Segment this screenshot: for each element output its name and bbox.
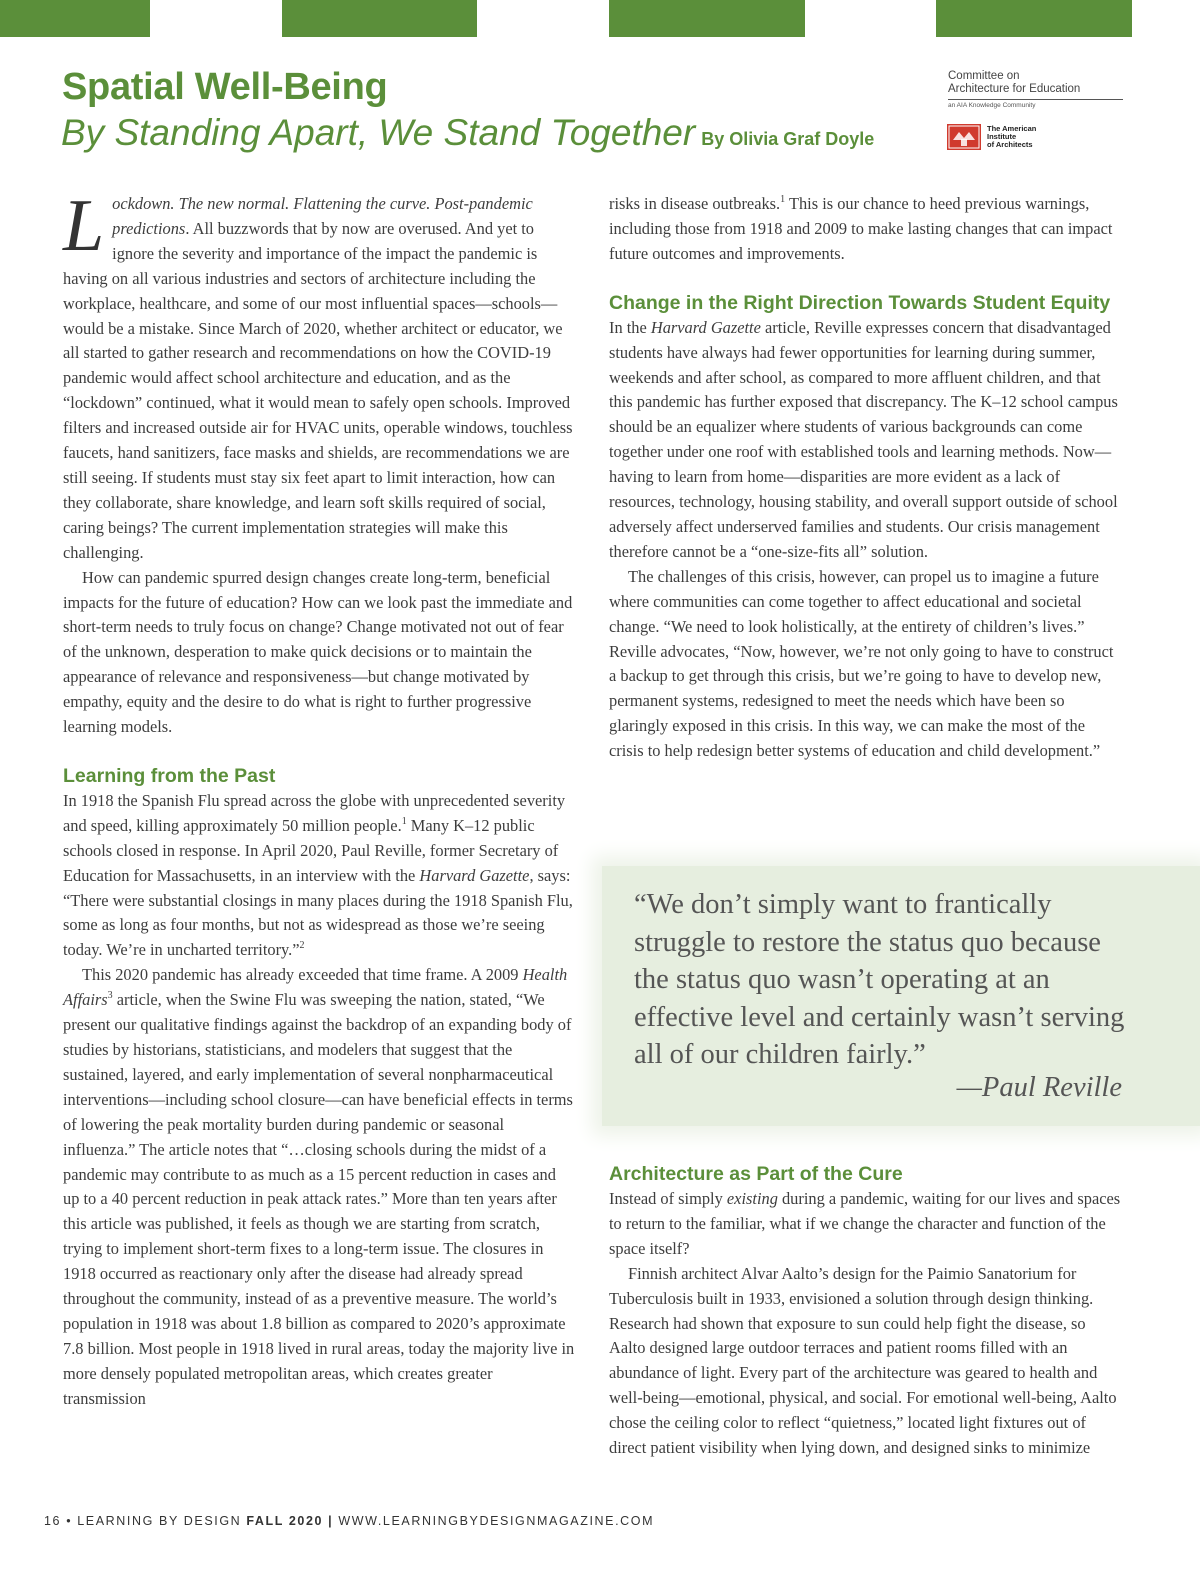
aia-line-2: Institute: [987, 132, 1017, 141]
paragraph: [609, 192, 1121, 267]
left-column: [63, 185, 575, 1412]
text: article, when the Swine Flu was sweeping the nation, stated, “We present our qualitative findings against the backdrop of an expanding body of studies by historians, statisticians, and modelers that suggest that the sustained, layered, and early implementation of several nonpharmaceutical interventions—including school closure—can have beneficial effects in terms of lowering the peak mortality burden during pandemic or seasonal influenza.” The article notes that “…closing schools during the midst of a pandemic may contribute to as much as a 15 percent reduction in cases and up to a 40 percent reduction in peak attack rates.” More than ten years after this article was published, it feels as though we are starting from scratch, trying to implement short-term fixes to a long-term issue. The closures in 1918 occurred as reactionary only after the disease had already spread throughout the community, instead of as a preventive measure. The world’s population in 1918 was about 1.8 billion as compared to 2020’s approximate 7.8 billion. Most people in 1918 lived in rural areas, today the majority live in more densely populated metropolitan areas, which creates greater transmission: [63, 990, 575, 1408]
drop-cap: L: [63, 185, 105, 267]
aia-wordmark: [987, 125, 1036, 149]
article-title: Spatial Well-Being: [62, 66, 388, 108]
text: article, Reville expresses concern that disadvantaged students have always had fewer opportunities for learning during summer, weekends and after school, as compared to more affluent children, and that this pandemic has further exposed that discrepancy. The K–12 school campus should be an equalizer where students of various backgrounds can come together under one roof with established tools and learning methods. Now—having to learn from home—disparities are more evident as a lack of resources, technology, housing stability, and overall support outside of school adversely affect underserved families and students. Our crisis management therefore cannot be a “one-size-fits all” solution.: [609, 317, 1118, 561]
footnote-ref: 1: [780, 194, 786, 205]
top-tab-2: [282, 0, 477, 37]
footnote-ref: 2: [299, 940, 305, 952]
magazine-url: WWW.LEARNINGBYDESIGNMAGAZINE.COM: [338, 1514, 655, 1528]
publication-title: Harvard Gazette: [650, 317, 761, 337]
top-tab-3: [609, 0, 805, 37]
paragraph: Finnish architect Alvar Aalto’s design for the Paimio Sanatorium for Tuberculosis built in 1933, envisioned a solution through design thinking. Research had shown that exposure to sun could help fight the disease, so Aalto designed large outdoor terraces and patient rooms filled with an abundance of light. Every part of the architecture was geared to health and well-being—emotional, physical, and social. For emotional well-being, Aalto chose the ceiling color to reflect “quietness,” located light fixtures out of direct patient visibility when lying down, and designed sinks to minimize: [609, 1263, 1117, 1458]
cae-line-2: Architecture for Education: [948, 83, 1123, 100]
issue-label: FALL 2020: [246, 1514, 324, 1528]
paragraph: How can pandemic spurred design changes create long-term, beneficial impacts for the future of education? How can we look past the immediate and short-term needs to truly focus on change? Change motivated not out of fear of the unknown, desperation to make quick decisions or to maintain the appearance of relevance and responsiveness—but change motivated by empathy, equity and the desire to do what is right to further progressive learning models.: [63, 567, 573, 737]
page-footer: [44, 1514, 654, 1528]
aia-eagle-icon: [947, 124, 981, 150]
heading-student-equity: Change in the Right Direction Towards Student Equity: [609, 291, 1111, 314]
text: This is our chance to heed previous warnings, including those from 1918 and 2009 to make lasting changes that can impact future outcomes and improvements.: [609, 194, 1113, 263]
right-column-top: [609, 192, 1121, 764]
pull-quote-attribution: —Paul Reville: [956, 1072, 1122, 1103]
page-number: 16: [44, 1514, 62, 1528]
heading-architecture-cure: Architecture as Part of the Cure: [609, 1163, 903, 1185]
cae-line-1: Committee on: [948, 70, 1020, 82]
aia-line-3: of Architects: [987, 140, 1033, 149]
intro-paragraph: [63, 185, 575, 566]
paragraph: [609, 1187, 1121, 1262]
aia-line-1: The American: [987, 124, 1037, 133]
text: , says: “There were substantial closings in many places during the 1918 Spanish Flu, some as long as four months, but not as widespread as those we’re seeing today. We’re in uncharted territory.”: [63, 865, 573, 960]
footer-separator: •: [66, 1514, 73, 1528]
magazine-name: LEARNING BY DESIGN: [77, 1514, 242, 1528]
pull-quote: [602, 866, 1200, 1126]
paragraph: [609, 316, 1121, 565]
subtitle-text: By Standing Apart, We Stand Together: [61, 112, 696, 153]
intro-italic: ockdown. The new normal. Flattening the curve. Post-pandemic predictions: [112, 194, 533, 238]
pull-quote-text: “We don’t simply want to frantically struggle to restore the status quo because the status quo wasn’t operating at an effective level and certainly wasn’t serving all of our children fairly.”: [634, 889, 1125, 1070]
text: This 2020 pandemic has already exceeded that time frame. A 2009: [82, 965, 523, 985]
top-tab-1: [0, 0, 150, 37]
right-column-bottom: [609, 1162, 1121, 1461]
text: Many K–12 public schools closed in response. In April 2020, Paul Reville, former Secretary of Education for Massachusetts, in an interview with the: [63, 815, 559, 885]
publication-title: Health Affairs: [63, 965, 568, 1010]
emphasis: existing: [726, 1189, 778, 1208]
paragraph: [63, 963, 575, 1411]
publication-title: Harvard Gazette: [419, 865, 530, 885]
paragraph: [63, 789, 575, 963]
top-tab-4: [936, 0, 1132, 37]
cae-logo: [948, 70, 1123, 109]
intro-text: . All buzzwords that by now are overused. And yet to ignore the severity and importance of the impact the pandemic is having on all various industries and sectors of architecture including the workplace, healthcare, and some of our most influential spaces—schools—would be a mistake. Since March of 2020, whether architect or educator, we all started to gather research and recommendations on how the COVID-19 pandemic would affect school architecture and education, and as the “lockdown” continued, what it would mean to safely open schools. Improved filters and increased outside air for HVAC units, operable windows, touchless faucets, hand sanitizers, face masks and shields, are recommendations we are still seeing. If students must stay six feet apart to limit interaction, how can they collaborate, share knowledge, and learn soft skills required of social, caring beings? The current implementation strategies will make this challenging.: [63, 218, 573, 562]
article-subtitle: [61, 112, 874, 154]
footer-bar: |: [328, 1514, 334, 1528]
footnote-ref: 1: [401, 815, 407, 827]
text: In the: [609, 317, 651, 337]
text: Instead of simply: [609, 1189, 727, 1208]
aia-emblem-icon: [947, 124, 981, 150]
heading-learning-from-past: Learning from the Past: [63, 764, 276, 787]
aia-logo: [947, 124, 1036, 150]
paragraph: The challenges of this crisis, however, can propel us to imagine a future where communities can come together to affect educational and societal change. “We need to look holistically, at the entirety of children’s lives.” Reville advocates, “Now, however, we’re not only going to have to construct a backup to get through this crisis, but we’re going to have to develop new, permanent systems, redesigned to meet the needs which have been so glaringly exposed in this crisis. In this way, we can make the most of the crisis to help redesign better systems of education and child development.”: [609, 566, 1114, 761]
footnote-ref: 3: [107, 990, 113, 1002]
text: risks in disease outbreaks.: [609, 194, 781, 213]
text: In 1918 the Spanish Flu spread across the globe with unprecedented severity and speed, killing approximately 50 million people.: [63, 790, 566, 835]
text: during a pandemic, waiting for our lives and spaces to return to the familiar, what if we change the character and function of the space itself?: [609, 1189, 1121, 1258]
author-byline: By Olivia Graf Doyle: [701, 129, 875, 149]
cae-line-3: an AIA Knowledge Community: [948, 102, 1036, 109]
